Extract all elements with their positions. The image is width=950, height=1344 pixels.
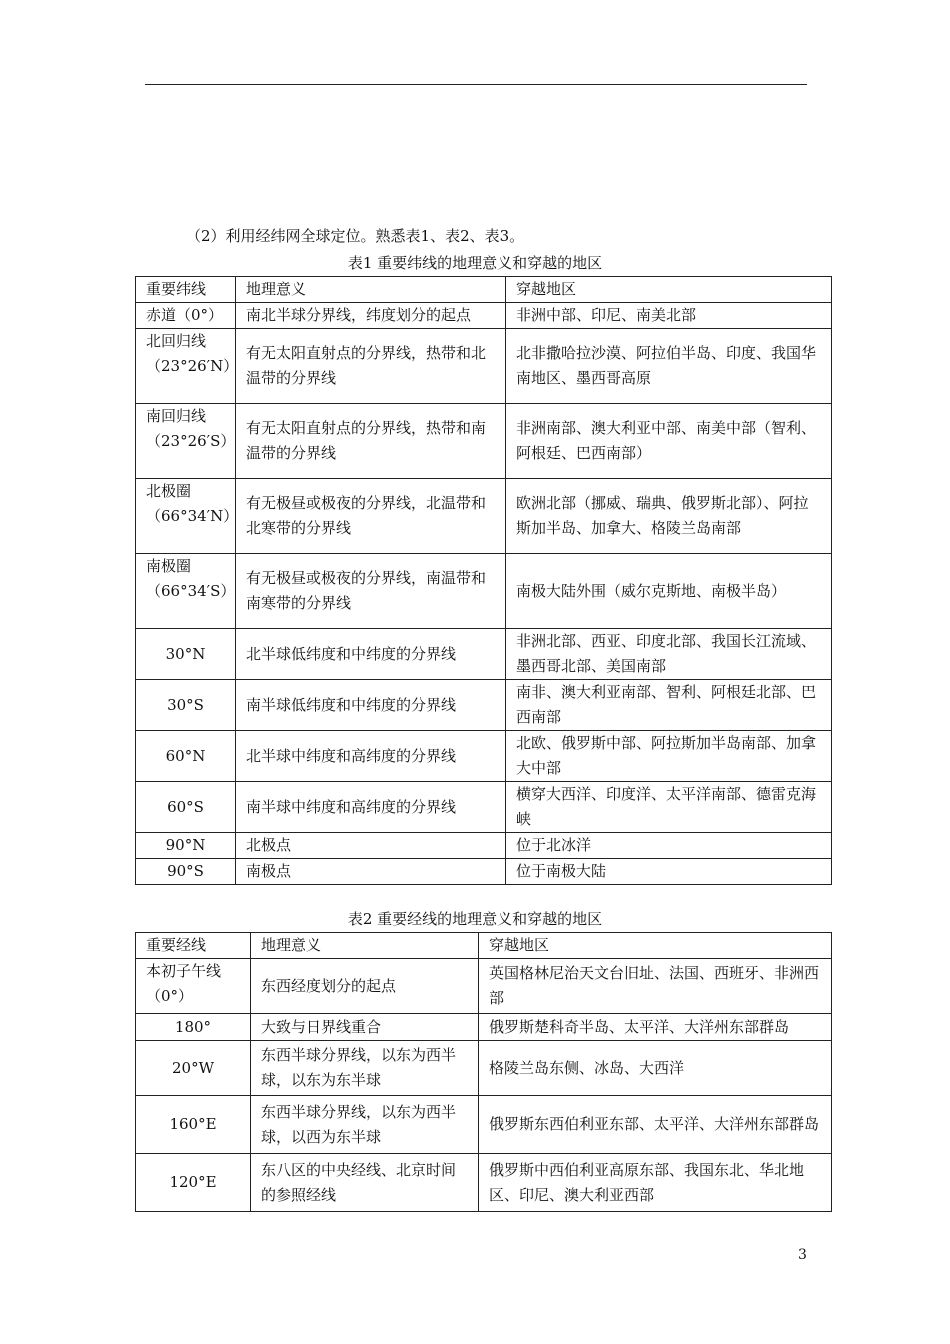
meaning-cell: 南半球低纬度和中纬度的分界线 <box>236 680 506 731</box>
meaning-cell: 有无极昼或极夜的分界线，北温带和北寒带的分界线 <box>236 479 506 554</box>
regions-cell: 英国格林尼治天文台旧址、法国、西班牙、非洲西部 <box>479 959 832 1014</box>
regions-cell: 非洲中部、印尼、南美北部 <box>506 303 832 329</box>
latitude-cell: 北回归线（23°26′N） <box>136 329 236 404</box>
meaning-cell: 大致与日界线重合 <box>251 1014 479 1041</box>
header-cell: 穿越地区 <box>479 933 832 959</box>
table-row <box>136 833 832 859</box>
regions-cell: 位于南极大陆 <box>506 859 832 885</box>
header-cell: 地理意义 <box>251 933 479 959</box>
meaning-cell: 东西半球分界线，以东为西半球，以西为东半球 <box>251 1096 479 1154</box>
meaning-cell: 北半球中纬度和高纬度的分界线 <box>236 731 506 782</box>
latitude-cell: 90°S <box>136 859 236 885</box>
meaning-cell: 有无极昼或极夜的分界线，南温带和南寒带的分界线 <box>236 554 506 629</box>
latitude-cell: 赤道（0°） <box>136 303 236 329</box>
header-cell: 重要纬线 <box>136 277 236 303</box>
table-row <box>136 859 832 885</box>
latitude-cell: 南回归线（23°26′S） <box>136 404 236 479</box>
intro-text: （2）利用经纬网全球定位。熟悉表1、表2、表3。 <box>186 227 525 245</box>
table-row <box>136 303 832 329</box>
table-row <box>136 1014 832 1041</box>
regions-cell: 欧洲北部（挪威、瑞典、俄罗斯北部）、阿拉斯加半岛、加拿大、格陵兰岛南部 <box>506 479 832 554</box>
meaning-cell: 南极点 <box>236 859 506 885</box>
latitude-cell: 30°N <box>136 629 236 680</box>
latitude-cell: 60°N <box>136 731 236 782</box>
latitude-table <box>135 276 832 885</box>
latitude-cell: 南极圈（66°34′S） <box>136 554 236 629</box>
table-row <box>136 1096 832 1154</box>
longitude-cell: 120°E <box>136 1154 251 1212</box>
header-cell: 穿越地区 <box>506 277 832 303</box>
table2-caption: 表2 重要经线的地理意义和穿越的地区 <box>347 910 603 928</box>
longitude-cell: 180° <box>136 1014 251 1041</box>
table-header-row <box>136 277 832 303</box>
meaning-cell: 南半球中纬度和高纬度的分界线 <box>236 782 506 833</box>
table-row <box>136 479 832 554</box>
table-row <box>136 731 832 782</box>
latitude-cell: 30°S <box>136 680 236 731</box>
header-rule <box>145 84 807 85</box>
meaning-cell: 北半球低纬度和中纬度的分界线 <box>236 629 506 680</box>
table-row <box>136 782 832 833</box>
regions-cell: 横穿大西洋、印度洋、太平洋南部、德雷克海峡 <box>506 782 832 833</box>
regions-cell: 南极大陆外围（威尔克斯地、南极半岛） <box>506 554 832 629</box>
table-row <box>136 404 832 479</box>
meaning-cell: 东八区的中央经线、北京时间的参照经线 <box>251 1154 479 1212</box>
regions-cell: 俄罗斯中西伯利亚高原东部、我国东北、华北地区、印尼、澳大利亚西部 <box>479 1154 832 1212</box>
table-row <box>136 629 832 680</box>
regions-cell: 格陵兰岛东侧、冰岛、大西洋 <box>479 1041 832 1096</box>
table-row <box>136 1041 832 1096</box>
regions-cell: 俄罗斯楚科奇半岛、太平洋、大洋州东部群岛 <box>479 1014 832 1041</box>
meaning-cell: 东西经度划分的起点 <box>251 959 479 1014</box>
meaning-cell: 有无太阳直射点的分界线，热带和北温带的分界线 <box>236 329 506 404</box>
table-header-row <box>136 933 832 959</box>
regions-cell: 北欧、俄罗斯中部、阿拉斯加半岛南部、加拿大中部 <box>506 731 832 782</box>
regions-cell: 南非、澳大利亚南部、智利、阿根廷北部、巴西南部 <box>506 680 832 731</box>
longitude-cell: 本初子午线（0°） <box>136 959 251 1014</box>
meaning-cell: 北极点 <box>236 833 506 859</box>
header-cell: 重要经线 <box>136 933 251 959</box>
meaning-cell: 有无太阳直射点的分界线，热带和南温带的分界线 <box>236 404 506 479</box>
regions-cell: 俄罗斯东西伯利亚东部、太平洋、大洋州东部群岛 <box>479 1096 832 1154</box>
regions-cell: 北非撒哈拉沙漠、阿拉伯半岛、印度、我国华南地区、墨西哥高原 <box>506 329 832 404</box>
header-cell: 地理意义 <box>236 277 506 303</box>
table-row <box>136 680 832 731</box>
meaning-cell: 南北半球分界线，纬度划分的起点 <box>236 303 506 329</box>
regions-cell: 非洲南部、澳大利亚中部、南美中部（智利、阿根廷、巴西南部） <box>506 404 832 479</box>
longitude-cell: 160°E <box>136 1096 251 1154</box>
table1-caption: 表1 重要纬线的地理意义和穿越的地区 <box>347 254 603 272</box>
table-row <box>136 329 832 404</box>
regions-cell: 非洲北部、西亚、印度北部、我国长江流域、墨西哥北部、美国南部 <box>506 629 832 680</box>
meaning-cell: 东西半球分界线，以东为西半球，以东为东半球 <box>251 1041 479 1096</box>
regions-cell: 位于北冰洋 <box>506 833 832 859</box>
table-row <box>136 554 832 629</box>
table-row <box>136 1154 832 1212</box>
table-row <box>136 959 832 1014</box>
latitude-cell: 北极圈（66°34′N） <box>136 479 236 554</box>
longitude-cell: 20°W <box>136 1041 251 1096</box>
page-number: 3 <box>798 1247 807 1263</box>
longitude-table <box>135 932 832 1212</box>
latitude-cell: 90°N <box>136 833 236 859</box>
latitude-cell: 60°S <box>136 782 236 833</box>
